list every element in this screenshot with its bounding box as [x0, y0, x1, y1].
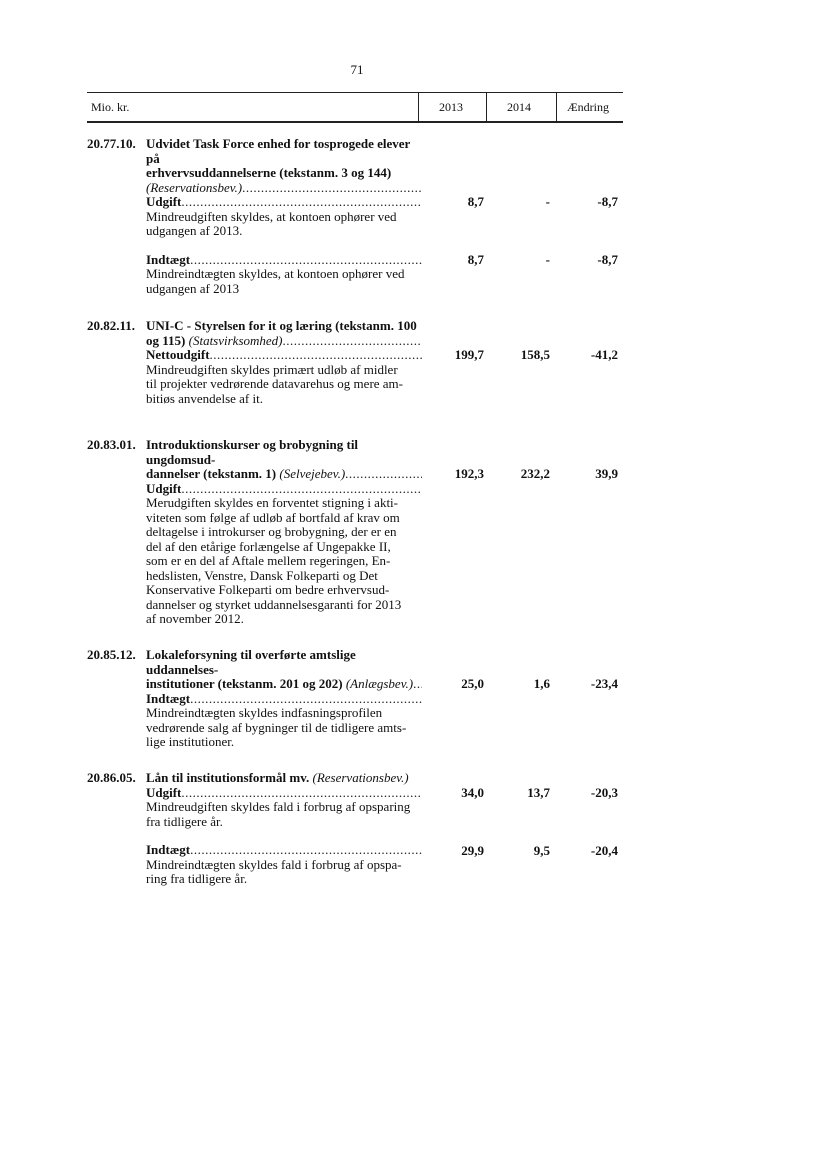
- item-description: Mindreudgiften skyldes primært udløb af midler til projekter vedrørende datavarehus og mere am- bitiøs anvendelse af it.: [146, 361, 403, 406]
- account-code: 20.83.01.: [87, 437, 136, 452]
- section-title: institutioner (tekstanm. 201 og 202): [146, 677, 343, 691]
- page-number: 71: [350, 62, 364, 77]
- value-2014: 232,2: [520, 466, 550, 481]
- item-label: Nettoudgift: [146, 348, 210, 362]
- item-label: Udgift: [146, 195, 182, 209]
- item-description: Mindreindtægten skyldes fald i forbrug af opspa- ring fra tidligere år.: [146, 856, 402, 886]
- item-label: Udgift: [146, 785, 182, 800]
- header-2014: 2014: [507, 100, 531, 114]
- appropriation-type: (Reservationsbev.): [312, 771, 409, 785]
- value-change: -41,2: [590, 347, 618, 362]
- header-change: Ændring: [567, 100, 609, 114]
- appropriation-type: (Statsvirksomhed): [188, 333, 283, 348]
- header-2013: 2013: [439, 100, 463, 114]
- value-2014: 13,7: [527, 785, 550, 800]
- value-change: -20,3: [590, 785, 618, 800]
- value-2013: 199,7: [454, 347, 484, 362]
- value-2014: 1,6: [533, 676, 550, 691]
- section-title: erhvervsuddannelserne (tekstanm. 3 og 144): [146, 165, 392, 180]
- value-2013: 34,0: [461, 785, 484, 800]
- value-2014: 158,5: [520, 347, 550, 362]
- account-code: 20.85.12.: [87, 647, 136, 662]
- value-2013: 192,3: [454, 466, 484, 481]
- value-change: -8,7: [597, 252, 618, 267]
- column-divider: [556, 93, 557, 121]
- value-2013: 8,7: [467, 194, 484, 209]
- section-title: og 115): [146, 333, 186, 348]
- account-code: 20.82.11.: [87, 318, 136, 333]
- value-change: -20,4: [590, 843, 618, 858]
- value-change: -23,4: [590, 676, 618, 691]
- value-2014: 9,5: [533, 843, 550, 858]
- unit-label: Mio. kr.: [91, 100, 130, 114]
- value-change: 39,9: [595, 466, 618, 481]
- section-title: Introduktionskurser og brobygning til ungdomsud-: [146, 437, 359, 467]
- column-divider: [418, 93, 419, 121]
- value-2014: -: [545, 252, 550, 267]
- item-description: Mindreudgiften skyldes fald i forbrug af opsparing fra tidligere år.: [146, 799, 411, 829]
- value-2013: 8,7: [467, 252, 484, 267]
- item-label: Indtægt: [146, 843, 191, 857]
- table-header: [87, 92, 623, 123]
- section-title: Lokaleforsyning til overførte amtslige uddannelses-: [146, 647, 356, 677]
- appropriation-type: (Selvejebev.): [279, 467, 346, 481]
- item-description: Mindreudgiften skyldes, at kontoen ophører ved udgangen af 2013.: [146, 208, 397, 238]
- value-2014: -: [545, 194, 550, 209]
- item-label: Udgift: [146, 481, 182, 496]
- item-description: Mindreindtægten skyldes indfasningsprofilen vedrørende salg af bygninger til de tidligere amts- lige institutioner.: [146, 705, 407, 749]
- section-title: dannelser (tekstanm. 1): [146, 467, 277, 481]
- value-2013: 29,9: [461, 843, 484, 858]
- value-change: -8,7: [597, 194, 618, 209]
- account-code: 20.77.10.: [87, 136, 136, 151]
- item-label: Indtægt: [146, 252, 191, 267]
- section-title: UNI-C - Styrelsen for it og læring (tekstanm. 100: [146, 318, 417, 333]
- item-description: Merudgiften skyldes en forventet stigning i akti- viteten som følge af udløb af bortfald af krav om deltagelse i introkurser og brobygning, der er en del af den etårige forlængelse af Ungepakke II, som er en del af Aftale mellem regeringen, En- hedslisten, Venstre, Dansk Folkeparti og Det Konservative Folkeparti om bedre erhvervsud- dannelser og styrket uddannelsesgaranti for 2013 af november 2012.: [146, 495, 402, 626]
- item-description: Mindreindtægten skyldes, at kontoen ophører ved udgangen af 2013: [146, 266, 405, 296]
- column-divider: [486, 93, 487, 121]
- item-label: Indtægt: [146, 691, 191, 706]
- section-title: Udvidet Task Force enhed for tosprogede elever på: [146, 136, 411, 166]
- appropriation-type: (Reservationsbev.): [146, 180, 243, 195]
- account-code: 20.86.05.: [87, 770, 136, 785]
- appropriation-type: (Anlægsbev.): [345, 677, 414, 691]
- value-2013: 25,0: [461, 676, 484, 691]
- section-title: Lån til institutionsformål mv.: [146, 771, 310, 785]
